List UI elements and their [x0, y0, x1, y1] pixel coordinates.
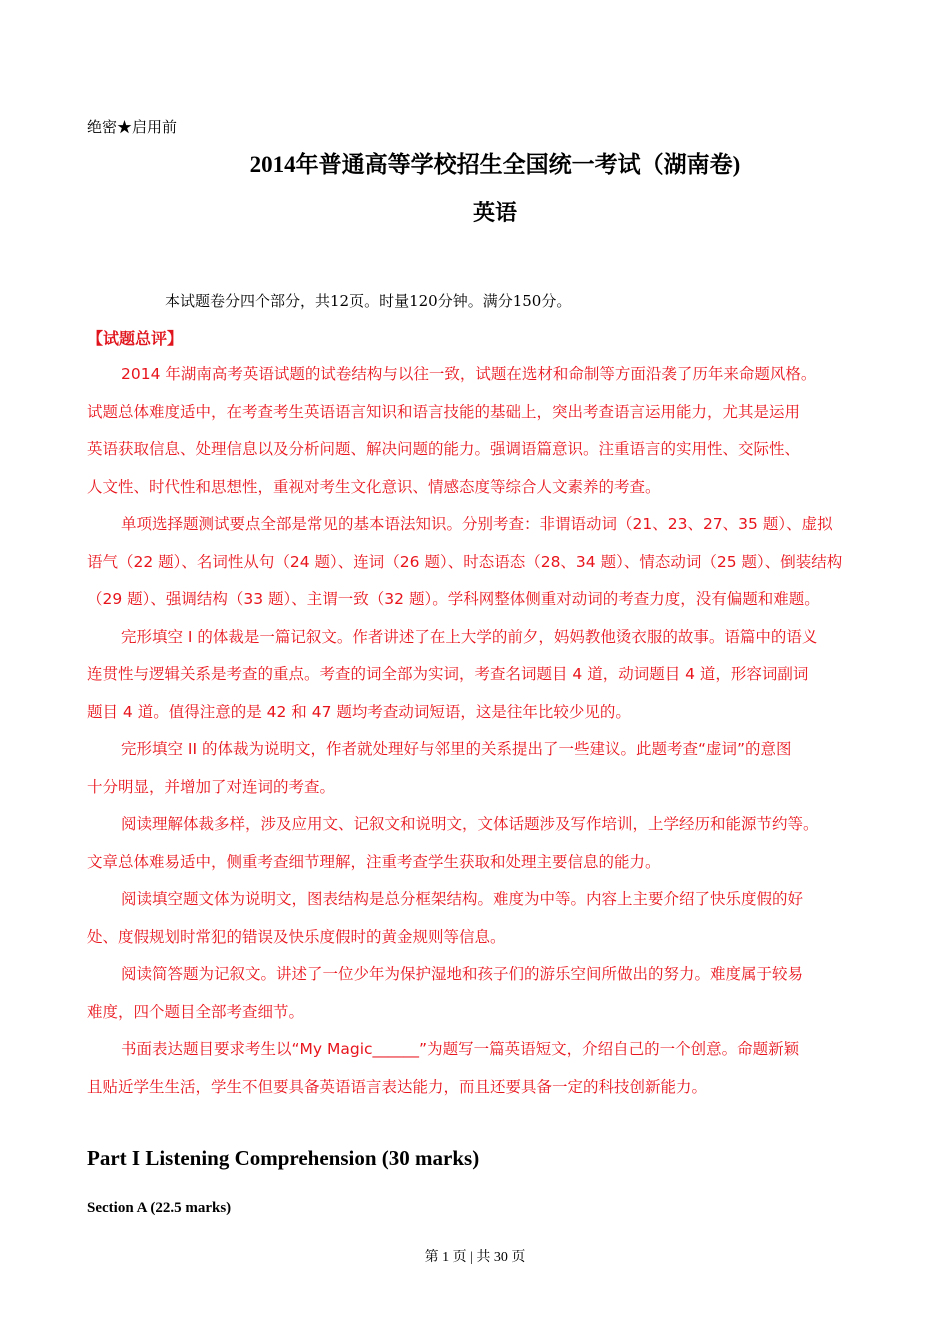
review-line: 书面表达题目要求考生以“My Magic______”为题写一篇英语短文，介绍自己的一个创意。命题新颖	[121, 1040, 800, 1058]
review-line: 十分明显，并增加了对连词的考查。	[87, 777, 336, 796]
review-line: 语气（22 题）、名词性从句（24 题）、连词（26 题）、时态语态（28、34 题）、情态动词（25 题）、倒装结构	[87, 552, 843, 571]
review-line: 人文性、时代性和思想性，重视对考生文化意识、情感态度等综合人文素养的考查。	[87, 477, 661, 496]
review-heading: 【试题总评】	[87, 329, 184, 348]
review-line: 连贯性与逻辑关系是考查的重点。考查的词全部为实词，考查名词题目 4 道，动词题目 4 道，形容词副词	[87, 665, 809, 683]
review-line: 题目 4 道。值得注意的是 42 和 47 题均考查动词短语，这是往年比较少见的。	[87, 702, 631, 721]
review-line: 英语获取信息、处理信息以及分析问题、解决问题的能力。强调语篇意识。注重语言的实用性、交际性、	[87, 440, 801, 458]
review-line: 难度，四个题目全部考查细节。	[87, 1002, 305, 1021]
review-line: （29 题）、强调结构（33 题）、主谓一致（32 题）。学科网整体侧重对动词的考查力度，没有偏题和难题。	[87, 590, 820, 608]
review-line: 完形填空 II 的体裁为说明文，作者就处理好与邻里的关系提出了一些建议。此题考查“虚词”的意图	[121, 740, 792, 758]
subject-title: 英语	[472, 200, 517, 226]
part-heading: Part I Listening Comprehension (30 marks)	[87, 1146, 480, 1170]
page-footer: 第 1 页 | 共 30 页	[424, 1250, 526, 1265]
confidential-label: 绝密★启用前	[87, 118, 178, 136]
review-line: 单项选择题测试要点全部是常见的基本语法知识。分别考查：非谓语动词（21、23、27、35 题）、虚拟	[121, 515, 833, 533]
exam-title: 2014年普通高等学校招生全国统一考试（湖南卷)	[249, 152, 741, 177]
review-line: 且贴近学生生活，学生不但要具备英语语言表达能力，而且还要具备一定的科技创新能力。	[87, 1077, 708, 1096]
review-body	[87, 362, 877, 1112]
review-line: 完形填空 I 的体裁是一篇记叙文。作者讲述了在上大学的前夕，妈妈教他烫衣服的故事。语篇中的语义	[121, 627, 818, 646]
section-heading: Section A (22.5 marks)	[87, 1200, 232, 1216]
review-line: 阅读简答题为记叙文。讲述了一位少年为保护湿地和孩子们的游乐空间所做出的努力。难度属于较易	[121, 965, 804, 983]
review-line: 文章总体难易适中，侧重考查细节理解，注重考查学生获取和处理主要信息的能力。	[87, 852, 661, 871]
review-line: 2014 年湖南高考英语试题的试卷结构与以往一致，试题在选材和命制等方面沿袭了历年来命题风格。	[121, 365, 817, 383]
exam-intro: 本试题卷分四个部分，共12页。时量120分钟。满分150分。	[165, 292, 572, 310]
review-line: 处、度假规划时常犯的错误及快乐度假时的黄金规则等信息。	[87, 927, 506, 946]
review-line: 阅读理解体裁多样，涉及应用文、记叙文和说明文，文体话题涉及写作培训，上学经历和能源节约等。	[121, 815, 819, 833]
review-line: 阅读填空题文体为说明文，图表结构是总分框架结构。难度为中等。内容上主要介绍了快乐度假的好	[121, 890, 804, 908]
review-line: 试题总体难度适中，在考查考生英语语言知识和语言技能的基础上，突出考查语言运用能力，尤其是运用	[87, 402, 801, 421]
